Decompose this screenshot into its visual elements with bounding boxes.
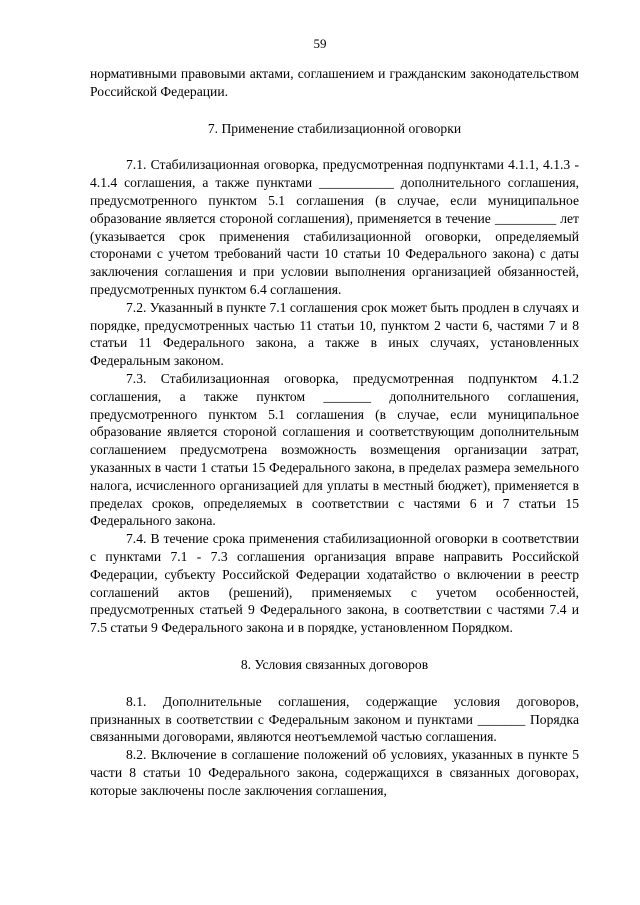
section-7-heading: 7. Применение стабилизационной оговорки <box>207 120 462 136</box>
paragraph-8-1: 8.1. Дополнительные соглашения, содержащие условия договоров, признанных в соответствии с Федеральным законом и пунктами _______ Порядка связанными договорами, являются неотъемлемой частью соглашения. <box>90 693 579 745</box>
paragraph-7-2: 7.2. Указанный в пункте 7.1 соглашения срок может быть продлен в случаях и порядке, предусмотренных частью 11 статьи 10, пунктом 2 части 6, частями 7 и 8 статьи 11 Федерального закона, а также в иных случаях, установленных Федеральным законом. <box>90 299 579 369</box>
carryover-paragraph: нормативными правовыми актами, соглашением и гражданским законодательством Российской Федерации. <box>90 66 579 99</box>
page-number: 59 <box>313 36 327 51</box>
document-body <box>90 65 579 799</box>
section-8-heading: 8. Условия связанных договоров <box>240 656 429 672</box>
paragraph-7-1: 7.1. Стабилизационная оговорка, предусмотренная подпунктами 4.1.1, 4.1.3 - 4.1.4 соглашения, а также пунктами ___________ дополнительного соглашения, предусмотренного пунктом 5.1 соглашения (в случае, если муниципальное образование является стороной соглашения), применяется в течение _________ лет (указывается срок применения стабилизационной оговорки, определяемый сторонами с учетом требований части 10 статьи 10 Федерального закона) с даты заключения соглашения и при условии выполнения организацией обязанностей, предусмотренных пунктом 6.4 соглашения. <box>90 157 579 297</box>
paragraph-8-2: 8.2. Включение в соглашение положений об условиях, указанных в пункте 5 части 8 статьи 10 Федерального закона, содержащихся в связанных договорах, которые заключены после заключения соглашения, <box>90 747 579 798</box>
paragraph-7-4: 7.4. В течение срока применения стабилизационной оговорки в соответствии с пунктами 7.1 - 7.3 соглашения организация вправе направить Российской Федерации, субъекту Российской Федерации ходатайство о включении в реестр соглашений актов (решений), применяемых с учетом особенностей, предусмотренных статьей 9 Федерального закона, в соответствии с частями 7.4 и 7.5 статьи 9 Федерального закона и в порядке, установленном Порядком. <box>90 531 579 636</box>
paragraph-7-3: 7.3. Стабилизационная оговорка, предусмотренная подпунктом 4.1.2 соглашения, а также пунктом _______ дополнительного соглашения, предусмотренного пунктом 5.1 соглашения (в случае, если муниципальное образование является стороной соглашения и соответствующим дополнительным соглашением предусмотрена возможность возмещения организации затрат, указанных в части 1 статьи 15 Федерального закона, в пределах размера земельного налога, исчисленного организацией для уплаты в местный бюджет), применяется в пределах сроков, определяемых в соответствии с частями 6 и 7 статьи 15 Федерального закона. <box>90 370 579 529</box>
